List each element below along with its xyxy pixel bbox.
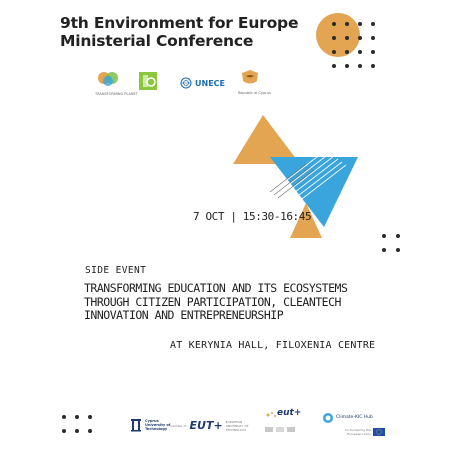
decorative-dot-grid-bottom [62,415,92,433]
sponsor-marks [265,427,295,432]
conference-title-line-2: Ministerial Conference [60,32,254,50]
eut-tagline: EUROPEAN UNIVERSITY OF TECHNOLOGY [225,419,249,432]
triangles-graphic [230,110,365,245]
eut-logo [170,419,249,432]
event-title [84,282,384,323]
eut-project-logo [263,409,309,437]
climate-kic-label: Climate-KIC Hub [336,415,373,420]
eu-flag-icon [373,428,385,436]
cut-emblem-icon [130,418,142,432]
climate-kic-icon [322,412,334,424]
un-emblem-icon [180,77,192,89]
transforming-planet-icon [95,70,121,88]
climate-kic-logo [322,412,373,424]
decorative-dot-grid-right [382,234,400,252]
transforming-planet-logo [95,70,138,96]
conference-title [60,14,298,50]
eut-member-of: member of [170,423,187,428]
side-event-label: SIDE EVENT [85,265,147,276]
cut-label: Cyprus University of Technology [145,419,171,431]
transforming-planet-label: TRANSFORMING PLANET [95,92,138,96]
cyprus-republic-logo [238,69,271,95]
eu-cofunded-logo: Co-funded by the European Union [345,428,385,436]
event-datetime: 7 OCT | 15:30-16:45 [193,210,312,223]
conference-title-line-1: 9th Environment for Europe [60,14,299,32]
eut-plus-wordmark: EUT+ [189,419,223,432]
unece-label: UNECE [195,78,225,88]
e-leaf-icon [139,72,157,90]
event-title-line-3: INNOVATION AND ENTREPRENEURSHIP [84,308,284,322]
decorative-dot-grid-top [332,22,375,68]
cyprus-crest-icon [238,69,262,87]
cyprus-republic-label: Republic of Cyprus [238,91,271,95]
eut-small-wordmark: eut+ [277,408,302,418]
unece-logo [180,77,225,89]
event-title-line-1: TRANSFORMING EDUCATION AND ITS ECOSYSTEMS [84,281,348,295]
cut-logo [130,418,170,432]
upper-orange-triangle [233,115,300,164]
environment-e-logo [139,72,157,90]
event-title-line-2: THROUGH CITIZEN PARTICIPATION, CLEANTECH [84,294,341,309]
event-venue: AT KERYNIA HALL, FILOXENIA CENTRE [170,340,376,351]
